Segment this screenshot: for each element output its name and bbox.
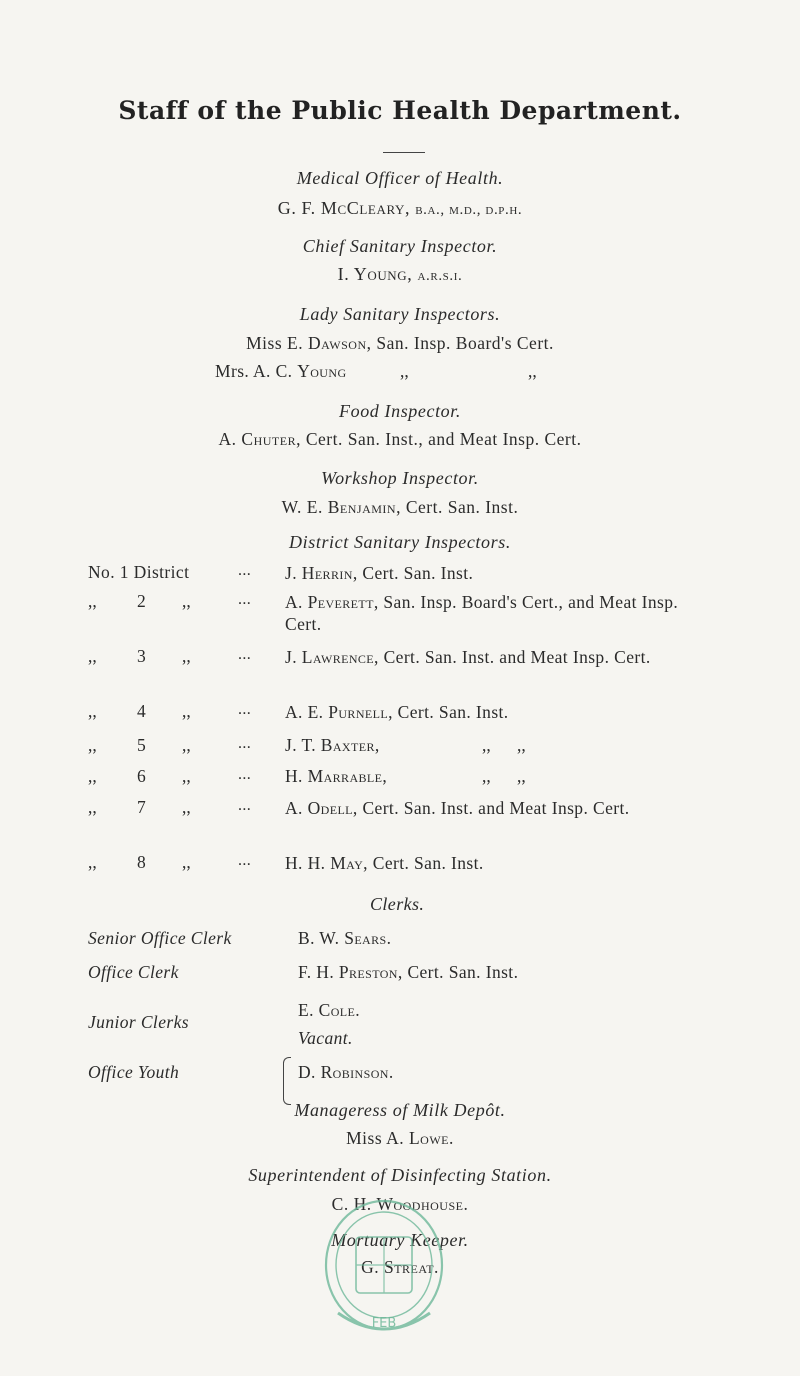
workshop-inspector-prefix: W. E. (281, 497, 323, 517)
disinfecting-heading: Superintendent of Disinfecting Station. (248, 1165, 552, 1185)
medical-officer-heading: Medical Officer of Health. (296, 168, 504, 188)
clerks-heading: Clerks. (370, 894, 425, 914)
lady-inspector-1-cert: San. Insp. Board's Cert. (376, 333, 554, 353)
senior-office-clerk-entry (298, 928, 391, 949)
district-8-ditto-right: ,, (182, 852, 191, 872)
district-1-cert: Cert. San. Inst. (362, 563, 474, 583)
lady-inspector-2-prefix: Mrs. A. C. (215, 361, 293, 381)
district-7-label: 7 (137, 797, 147, 817)
district-5-surname: Baxter, (320, 735, 380, 755)
district-5-label: 5 (137, 735, 147, 755)
district-7-surname: Odell, (307, 798, 358, 818)
district-6-leader: ... (238, 766, 252, 783)
district-1-label: No. 1 District (88, 562, 190, 582)
district-2-ditto-left: ,, (88, 591, 97, 611)
junior-clerk-1-name: Cole. (318, 1000, 361, 1020)
district-4-surname: Purnell, (328, 702, 393, 722)
lady-inspector-2-ditto-2: ,, (528, 361, 537, 381)
district-3-entry (285, 646, 715, 668)
district-3-ditto-right: ,, (182, 646, 191, 666)
office-youth-prefix: D. (298, 1062, 316, 1082)
office-clerk-cert: Cert. San. Inst. (407, 962, 519, 982)
district-3-initials: J. (285, 647, 297, 667)
district-6-label: 6 (137, 766, 147, 786)
district-4-initials: A. E. (285, 702, 324, 722)
food-inspector-name: Chuter, (241, 429, 301, 449)
district-5-leader: ... (238, 735, 252, 752)
milk-depot-heading: Manageress of Milk Depôt. (294, 1100, 506, 1120)
district-8-entry (285, 852, 715, 874)
senior-office-clerk-prefix: B. W. (298, 928, 340, 948)
junior-clerks-label: Junior Clerks (88, 1012, 189, 1032)
district-3-leader: ... (238, 646, 252, 663)
lady-inspector-2-ditto-1: ,, (400, 361, 409, 381)
office-clerk-label: Office Clerk (88, 962, 179, 982)
mortuary-heading: Mortuary Keeper. (331, 1230, 469, 1250)
district-7-ditto-left: ,, (88, 797, 97, 817)
district-3-surname: Lawrence, (301, 647, 379, 667)
medical-officer-line (0, 198, 800, 219)
district-2-initials: A. (285, 592, 303, 612)
medical-officer-name: G. F. McCleary, (277, 198, 411, 218)
district-5-initials: J. T. (285, 735, 317, 755)
library-stamp-icon (318, 1195, 450, 1341)
lady-inspector-1-name: Dawson, (307, 333, 372, 353)
district-8-initials: H. H. (285, 853, 326, 873)
chief-inspector-heading: Chief Sanitary Inspector. (302, 236, 498, 256)
lady-inspector-1-prefix: Miss E. (246, 333, 304, 353)
district-inspectors-heading: District Sanitary Inspectors. (289, 532, 511, 552)
office-youth-name: Robinson. (320, 1062, 394, 1082)
district-1-entry (285, 562, 715, 584)
disinfecting-prefix: C. H. (331, 1194, 372, 1214)
district-2-ditto-right: ,, (182, 591, 191, 611)
district-8-label: 8 (137, 852, 147, 872)
district-6-surname: Marrable, (307, 766, 388, 786)
district-5-ditto-left: ,, (88, 735, 97, 755)
district-7-entry (285, 797, 715, 819)
district-2-cert: San. Insp. Board's Cert., and Meat Insp. Cert. (285, 592, 679, 634)
district-7-leader: ... (238, 797, 252, 814)
title-divider (383, 152, 425, 153)
food-inspector-line (0, 429, 800, 450)
district-4-entry (285, 701, 715, 723)
district-7-cert: Cert. San. Inst. and Meat Insp. Cert. (362, 798, 630, 818)
junior-clerk-2-vacant: Vacant. (298, 1028, 353, 1048)
district-1-leader: ... (238, 562, 252, 579)
junior-clerk-1-entry (298, 1000, 360, 1021)
district-8-leader: ... (238, 852, 252, 869)
library-stamp-text: FEB (371, 1316, 397, 1331)
office-clerk-name: Preston, (338, 962, 403, 982)
milk-depot-name: Lowe. (408, 1128, 454, 1148)
district-8-cert: Cert. San. Inst. (372, 853, 484, 873)
food-inspector-cert: Cert. San. Inst., and Meat Insp. Cert. (305, 429, 582, 449)
district-5-cert: ,, ,, (482, 735, 526, 755)
junior-clerks-brace (283, 1057, 291, 1105)
senior-office-clerk-name: Sears. (344, 928, 392, 948)
lady-inspector-line-2 (215, 361, 347, 382)
district-2-surname: Peverett, (307, 592, 379, 612)
workshop-inspector-line (0, 497, 800, 518)
district-8-surname: May, (330, 853, 368, 873)
district-2-label: 2 (137, 591, 147, 611)
district-4-label: 4 (137, 701, 147, 721)
office-clerk-prefix: F. H. (298, 962, 335, 982)
workshop-inspector-heading: Workshop Inspector. (321, 468, 479, 488)
lady-inspectors-heading: Lady Sanitary Inspectors. (299, 304, 501, 324)
milk-depot-prefix: Miss A. (346, 1128, 405, 1148)
mortuary-name: Streat. (383, 1257, 439, 1277)
food-inspector-heading: Food Inspector. (339, 401, 461, 421)
district-6-initials: H. (285, 766, 303, 786)
food-inspector-prefix: A. (218, 429, 237, 449)
office-clerk-entry (298, 962, 518, 983)
district-3-cert: Cert. San. Inst. and Meat Insp. Cert. (383, 647, 651, 667)
chief-inspector-name: I. Young, (337, 264, 413, 284)
district-7-initials: A. (285, 798, 303, 818)
office-youth-entry (298, 1062, 394, 1083)
district-4-cert: Cert. San. Inst. (397, 702, 509, 722)
district-4-ditto-left: ,, (88, 701, 97, 721)
district-3-label: 3 (137, 646, 147, 666)
chief-inspector-line (0, 264, 800, 285)
disinfecting-name: Woodhouse. (376, 1194, 469, 1214)
district-3-ditto-left: ,, (88, 646, 97, 666)
district-6-cert: ,, ,, (482, 766, 526, 786)
district-6-ditto-left: ,, (88, 766, 97, 786)
medical-officer-quals: b.a., m.d., d.p.h. (415, 202, 523, 218)
district-7-ditto-right: ,, (182, 797, 191, 817)
mortuary-prefix: G. (361, 1257, 380, 1277)
district-5-entry (285, 735, 380, 756)
junior-clerk-1-prefix: E. (298, 1000, 314, 1020)
workshop-inspector-name: Benjamin, (327, 497, 401, 517)
district-2-entry (285, 591, 715, 635)
office-youth-label: Office Youth (88, 1062, 180, 1082)
district-5-ditto-right: ,, (182, 735, 191, 755)
lady-inspector-line-1 (0, 333, 800, 354)
district-6-ditto-right: ,, (182, 766, 191, 786)
workshop-inspector-cert: Cert. San. Inst. (405, 497, 519, 517)
district-4-leader: ... (238, 701, 252, 718)
page-title: Staff of the Public Health Department. (118, 96, 682, 125)
district-1-initials: J. (285, 563, 297, 583)
district-6-entry (285, 766, 387, 787)
district-1-surname: Herrin, (301, 563, 358, 583)
district-8-ditto-left: ,, (88, 852, 97, 872)
chief-inspector-quals: a.r.s.i. (417, 268, 463, 284)
district-2-leader: ... (238, 591, 252, 608)
district-4-ditto-right: ,, (182, 701, 191, 721)
lady-inspector-2-name: Young (297, 361, 347, 381)
senior-office-clerk-label: Senior Office Clerk (88, 928, 232, 948)
milk-depot-line (0, 1128, 800, 1149)
